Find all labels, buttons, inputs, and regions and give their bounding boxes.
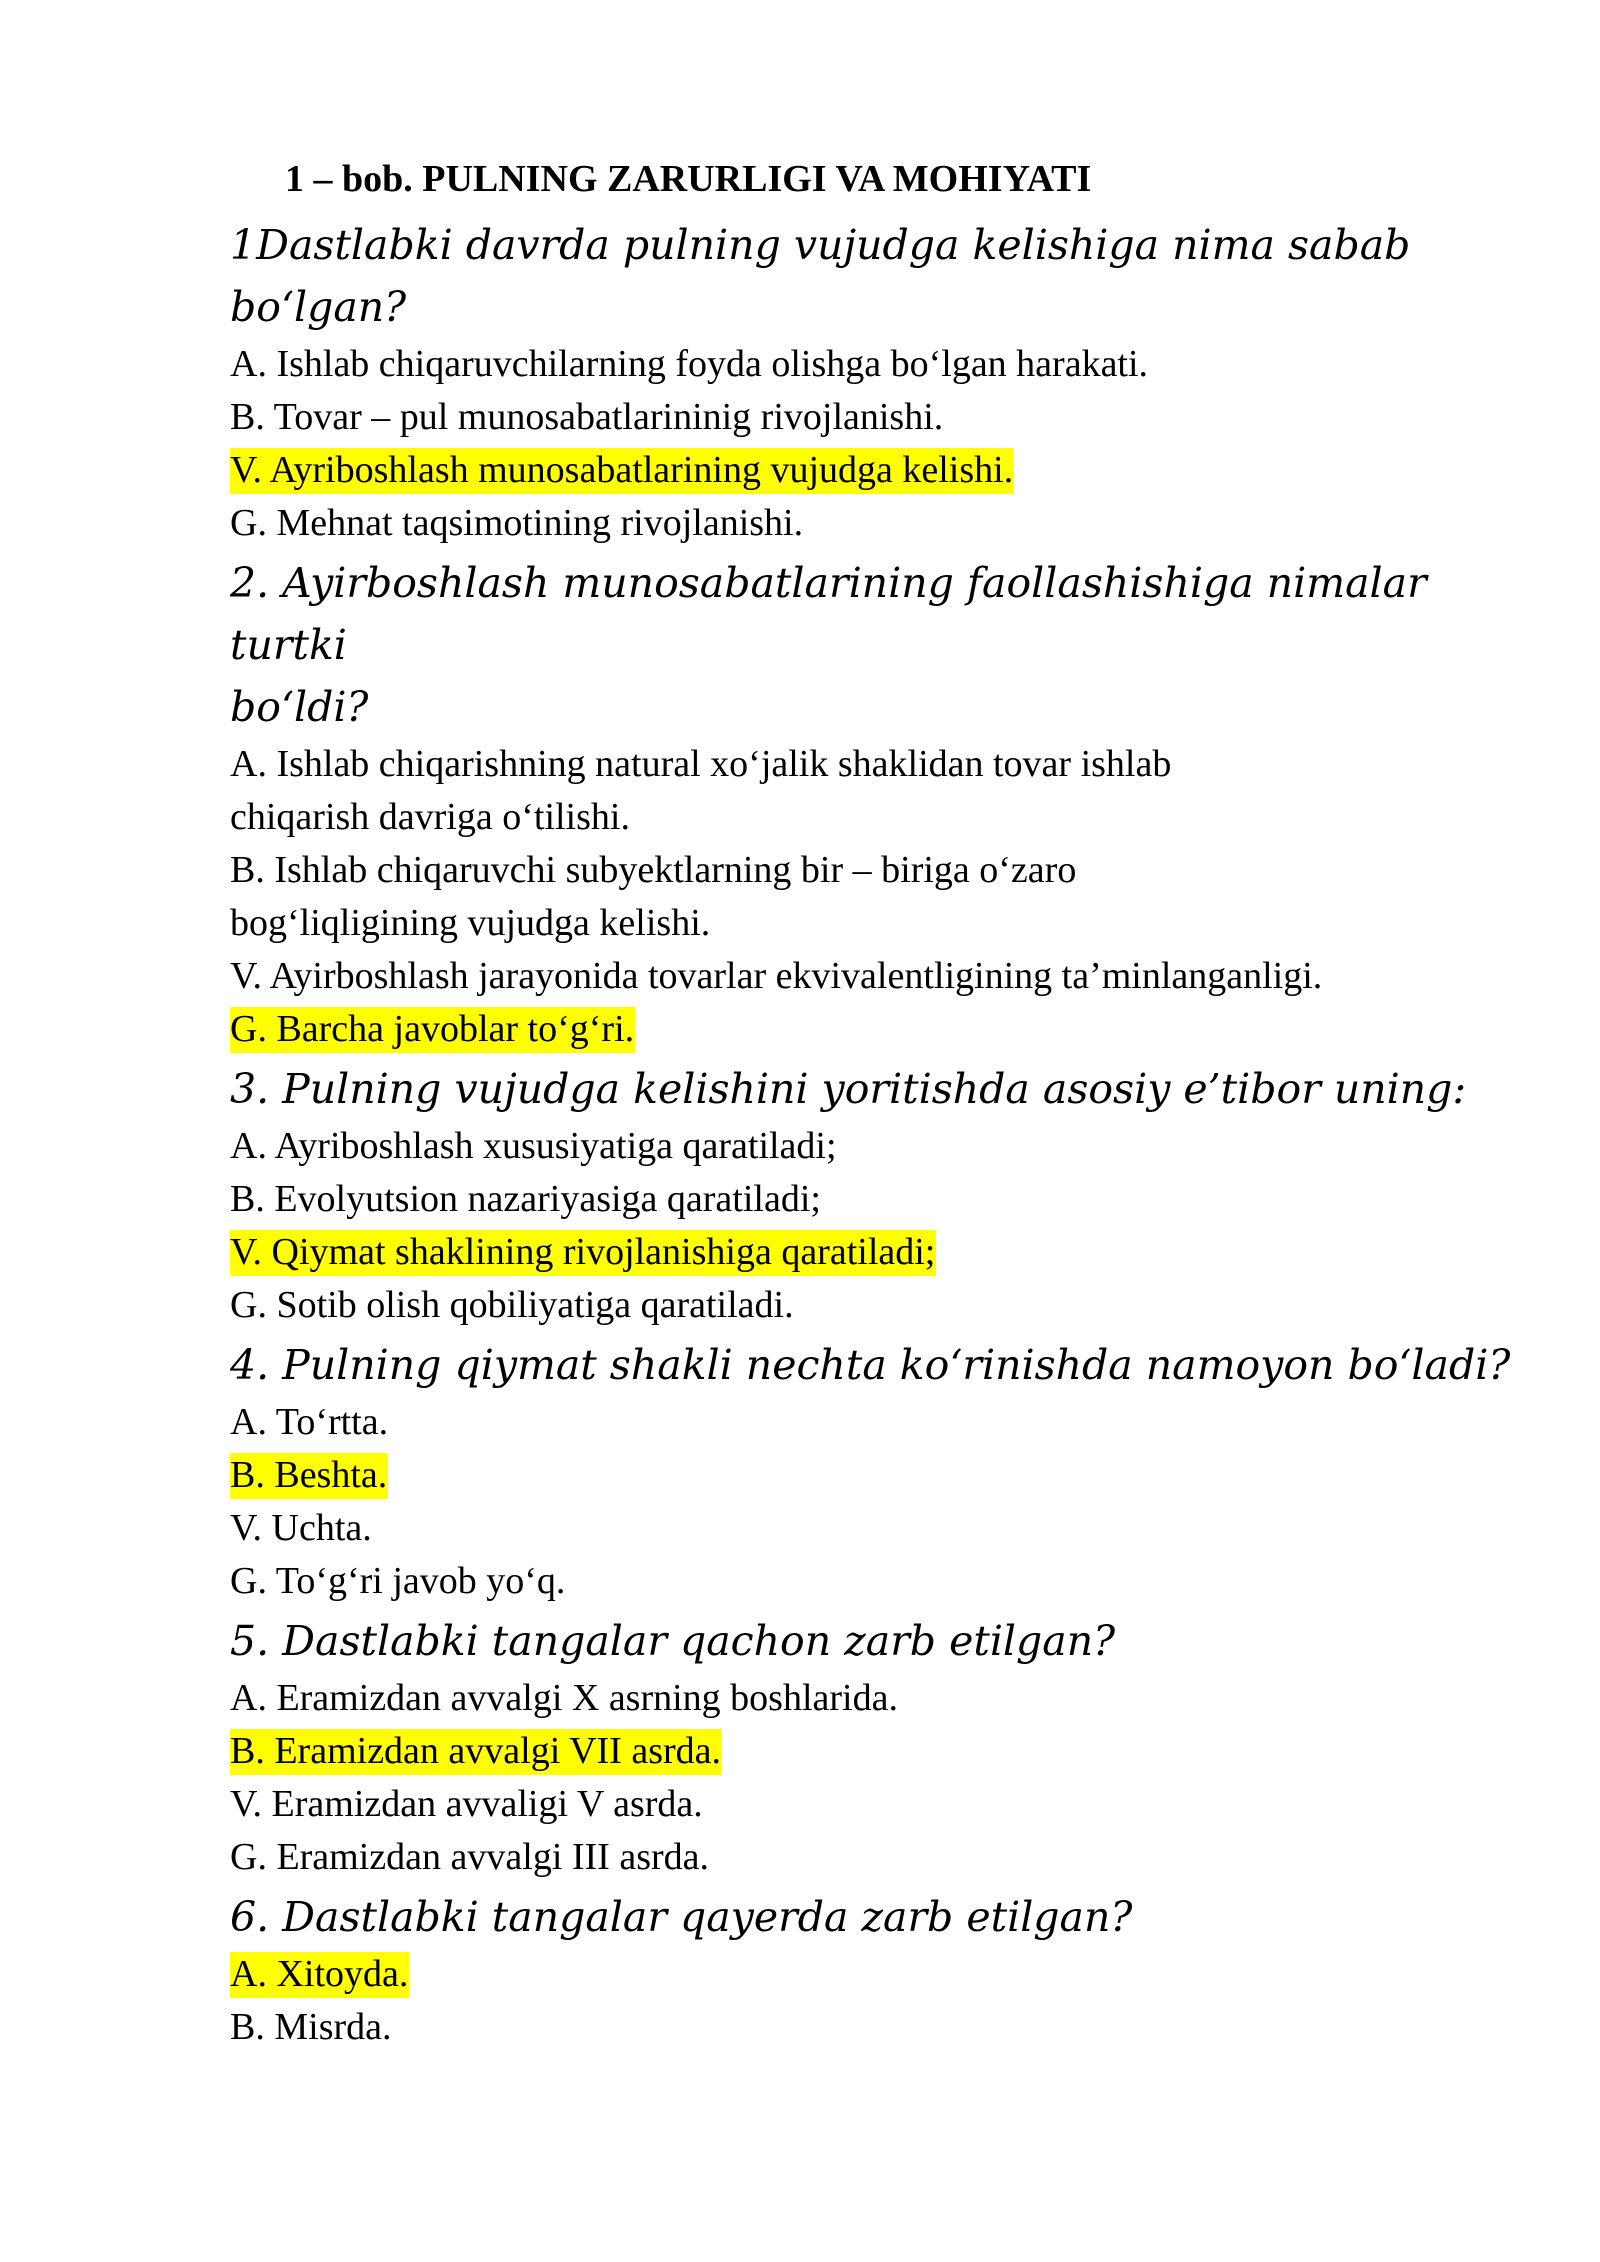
answer-option <box>230 1173 1530 1226</box>
question-text: 5. Dastlabki tangalar qachon zarb etilgan? <box>230 1617 1116 1665</box>
answer-option <box>230 1279 1530 1332</box>
answer-option-text: B. Tovar – pul munosabatlarininig rivojlanishi. <box>230 396 944 438</box>
answer-option-text: V. Eramizdan avvaligi V asrda. <box>230 1783 703 1825</box>
answer-options <box>230 1396 1530 1608</box>
question-text: 3. Pulning vujudga kelishini yoritishda asosiy e’tibor uning: <box>230 1065 1467 1113</box>
answer-option-text: B. Ishlab chiqaruvchi subyektlarning bir – biriga o‘zaro bog‘liqligining vujudga kelishi. <box>230 849 1077 944</box>
chapter-title: 1 – bob. PULNING ZARURLIGI VA MOHIYATI <box>285 158 1092 200</box>
answer-option <box>230 1778 1530 1831</box>
document-content <box>230 156 1530 2056</box>
question-text: 1Dastlabki davrda pulning vujudga kelishiga nima sabab bo‘lgan? <box>230 221 1411 331</box>
answer-option-text: V. Ayirboshlash jarayonida tovarlar ekvivalentligining ta’minlanganligi. <box>230 955 1323 997</box>
correct-answer-option <box>230 1226 1530 1279</box>
question-block <box>230 1610 1530 1884</box>
answer-option <box>230 1831 1530 1884</box>
answer-options <box>230 1120 1530 1332</box>
correct-answer-option <box>230 1003 1530 1056</box>
answer-option-text: A. Ishlab chiqaruvchilarning foyda olishga bo‘lgan harakati. <box>230 343 1149 385</box>
highlighted-answer-text: V. Ayriboshlash munosabatlarining vujudga kelishi. <box>230 448 1014 494</box>
answer-option-text: A. Ayriboshlash xususiyatiga qaratiladi; <box>230 1125 837 1167</box>
answer-option <box>230 1120 1530 1173</box>
question-text: 4. Pulning qiymat shakli nechta ko‘rinishda namoyon bo‘ladi? <box>230 1341 1511 1389</box>
answer-options <box>230 738 1530 1056</box>
answer-option <box>230 844 1530 950</box>
answer-option <box>230 338 1530 391</box>
answer-option <box>230 1502 1530 1555</box>
question-block <box>230 1058 1530 1332</box>
correct-answer-option <box>230 1449 1530 1502</box>
question-block <box>230 214 1530 550</box>
answer-option-text: V. Uchta. <box>230 1507 372 1549</box>
answer-option-text: A. Eramizdan avvalgi X asrning boshlarida. <box>230 1677 898 1719</box>
answer-option-text: G. Eramizdan avvalgi III asrda. <box>230 1836 710 1878</box>
answer-option <box>230 1555 1530 1608</box>
answer-options <box>230 1672 1530 1884</box>
answer-option-text: G. To‘g‘ri javob yo‘q. <box>230 1560 566 1602</box>
answer-option <box>230 1396 1530 1449</box>
question-block <box>230 1334 1530 1608</box>
answer-options <box>230 338 1530 550</box>
correct-answer-option <box>230 1948 1530 2001</box>
answer-option <box>230 950 1530 1003</box>
answer-option <box>230 1672 1530 1725</box>
highlighted-answer-text: B. Eramizdan avvalgi VII asrda. <box>230 1729 722 1775</box>
answer-option <box>230 2001 1530 2054</box>
answer-option-text: B. Misrda. <box>230 2006 392 2048</box>
highlighted-answer-text: B. Beshta. <box>230 1453 388 1499</box>
correct-answer-option <box>230 444 1530 497</box>
answer-option <box>230 391 1530 444</box>
answer-option-text: B. Evolyutsion nazariyasiga qaratiladi; <box>230 1178 821 1220</box>
highlighted-answer-text: V. Qiymat shaklining rivojlanishiga qaratiladi; <box>230 1230 936 1276</box>
question-block <box>230 552 1530 1056</box>
question-text: 6. Dastlabki tangalar qayerda zarb etilgan? <box>230 1893 1133 1941</box>
answer-option <box>230 497 1530 550</box>
answer-option-text: A. To‘rtta. <box>230 1401 389 1443</box>
question-block <box>230 1886 1530 2054</box>
answer-option-text: A. Ishlab chiqarishning natural xo‘jalik shaklidan tovar ishlab chiqarish davriga o‘tilishi. <box>230 743 1172 838</box>
answer-option-text: G. Sotib olish qobiliyatiga qaratiladi. <box>230 1284 794 1326</box>
answer-option-text: G. Mehnat taqsimotining rivojlanishi. <box>230 502 804 544</box>
question-text: 2. Ayirboshlash munosabatlarining faollashishiga nimalar turtki bo‘ldi? <box>230 559 1427 731</box>
correct-answer-option <box>230 1725 1530 1778</box>
highlighted-answer-text: A. Xitoyda. <box>230 1952 409 1998</box>
answer-option <box>230 738 1530 844</box>
highlighted-answer-text: G. Barcha javoblar to‘g‘ri. <box>230 1007 635 1053</box>
answer-options <box>230 1948 1530 2054</box>
